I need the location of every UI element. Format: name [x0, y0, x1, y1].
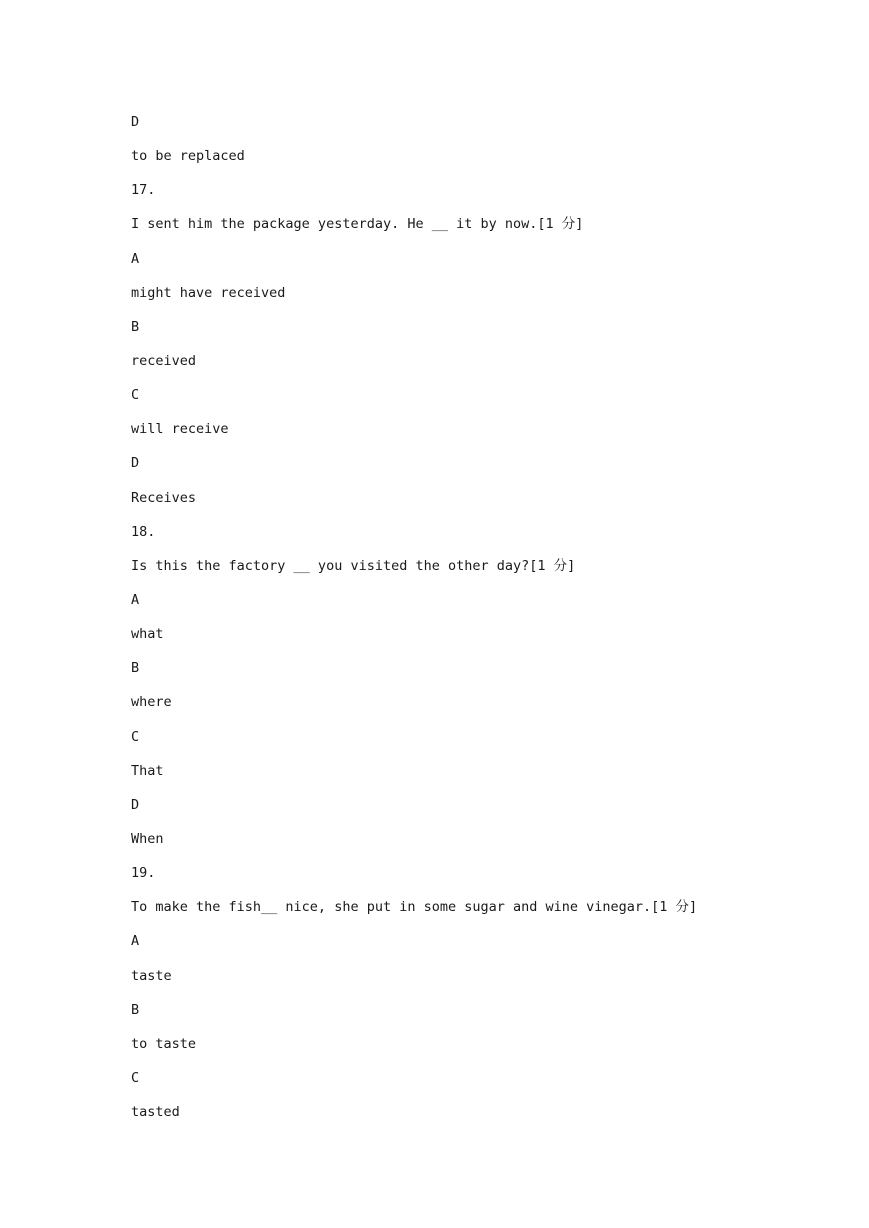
option-letter: A — [131, 933, 140, 950]
option-letter: D — [131, 455, 140, 472]
option-text: to taste — [131, 1035, 197, 1052]
document-page — [131, 113, 831, 1137]
option-text: received — [131, 352, 197, 369]
option-letter: B — [131, 318, 140, 335]
option-text: tasted — [131, 1104, 180, 1121]
option-text: where — [131, 694, 172, 711]
option-text: what — [131, 626, 164, 643]
question-number: 19. — [131, 865, 156, 882]
option-text: Receives — [131, 489, 197, 506]
option-text: might have received — [131, 284, 286, 301]
option-text: will receive — [131, 421, 229, 438]
question-number: 17. — [131, 182, 156, 199]
option-letter: D — [131, 796, 140, 813]
question-text: Is this the factory __ you visited the other day?[1 分] — [131, 557, 576, 574]
option-letter: A — [131, 250, 140, 267]
option-text: to be replaced — [131, 148, 245, 165]
option-letter: C — [131, 1069, 140, 1086]
question-text: To make the fish__ nice, she put in some sugar and wine vinegar.[1 分] — [131, 899, 698, 916]
option-letter: C — [131, 728, 140, 745]
option-letter: A — [131, 591, 140, 608]
option-letter: D — [131, 114, 140, 130]
option-letter: C — [131, 387, 140, 404]
option-text: When — [131, 830, 164, 847]
option-text: taste — [131, 967, 172, 984]
option-text: That — [131, 762, 164, 779]
option-letter: B — [131, 660, 140, 677]
question-text: I sent him the package yesterday. He __ it by now.[1 分] — [131, 216, 584, 233]
question-number: 18. — [131, 523, 156, 540]
option-letter: B — [131, 1001, 140, 1018]
